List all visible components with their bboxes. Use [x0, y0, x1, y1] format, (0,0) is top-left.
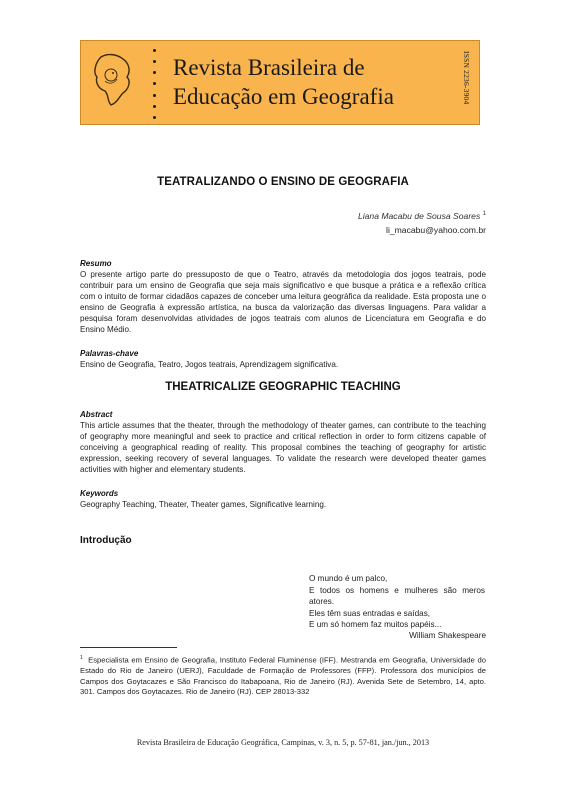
- epigraph-line: atores.: [309, 597, 335, 606]
- author-email: li_macabu@yahoo.com.br: [386, 225, 486, 235]
- epigraph-line: E um só homem faz muitos papéis...: [309, 620, 442, 629]
- article-title-en: THEATRICALIZE GEOGRAPHIC TEACHING: [165, 381, 401, 393]
- resumo-label: Resumo: [80, 259, 112, 268]
- epigraph: [309, 573, 485, 631]
- issn-label: ISSN 2236-3904: [462, 51, 471, 105]
- epigraph-author: William Shakespeare: [409, 631, 486, 640]
- author-name-text: Liana Macabu de Sousa Soares: [357, 211, 481, 221]
- footnote: [80, 653, 486, 698]
- resumo-text: O presente artigo parte do pressuposto de que o Teatro, através da metodologia dos jogos teatrais, pode contribuir para um ensino de Geografia que seja mais significativo e que busque a prática e a reflexão crítica com o intuito de formar cidadãos capazes de conceber uma leitura geográfica da realidade. Esta proposta une o ensino de Geografia à expressão artística, na busca da valorização das diversas linguagens. Para validar a pesquisa foram desenvolvidas atividades de jogos teatrais com alunos de Licenciatura em Geografia e do Ensino Médio.: [80, 270, 486, 334]
- keywords-label: Keywords: [80, 489, 119, 498]
- author-name: [358, 211, 486, 221]
- page-footer-citation: Revista Brasileira de Educação Geográfica, Campinas, v. 3, n. 5, p. 57-81, jan./jun., 2013: [136, 738, 430, 747]
- footnote-text: Especialista em Ensino de Geografia, Instituto Federal Fluminense (IFF). Mestranda em Geografia, Universidade do Estado do Rio de Janeiro (UERJ), Faculdade de Formação de Professores (FFP). Professora dos municípios de Campos dos Goytacazes e São Francisco do Itabapoana, Rio de Janeiro (RJ). Avenida Sete de Setembro, 14, apto. 301. Campos dos Goytacazes. Rio de Janeiro (RJ). CEP 28013-332: [80, 655, 486, 697]
- journal-title-line1: Revista Brasileira de: [173, 55, 365, 80]
- journal-banner: [80, 40, 480, 125]
- palavras-chave-text: Ensino de Geografia, Teatro, Jogos teatrais, Aprendizagem significativa.: [80, 360, 339, 369]
- palavras-chave-label: Palavras-chave: [80, 349, 139, 358]
- journal-title: [173, 53, 394, 111]
- intro-heading: Introdução: [80, 535, 132, 546]
- epigraph-line: Eles têm suas entradas e saídas,: [309, 608, 431, 618]
- epigraph-line: O mundo é um palco,: [309, 574, 388, 583]
- article-title-pt: TEATRALIZANDO O ENSINO DE GEOGRAFIA: [157, 176, 409, 188]
- footnote-divider: [80, 647, 177, 648]
- journal-title-line2: Educação em Geografia: [173, 84, 394, 109]
- banner-divider-dots: [153, 49, 157, 119]
- abstract-label: Abstract: [80, 410, 113, 419]
- keywords-text: Geography Teaching, Theater, Theater games, Significative learning.: [80, 500, 327, 509]
- footnote-number: 1: [80, 655, 83, 661]
- author-footnote-mark: 1: [482, 211, 486, 218]
- epigraph-line: E todos os homens e mulheres são meros: [309, 585, 485, 595]
- brazil-map-logo-icon: [87, 51, 135, 109]
- abstract-text: This article assumes that the theater, through the methodology of theater games, can contribute to the teaching of geography more meaningful and seek to practice and critical reflection in order to form citizens capable of conceiving a geographical reading of reality. This proposal combines the teaching of geography for artistic expression, seeking recovery of several languages. To validate the research were developed theater games activities with higher and elementary students.: [80, 421, 486, 474]
